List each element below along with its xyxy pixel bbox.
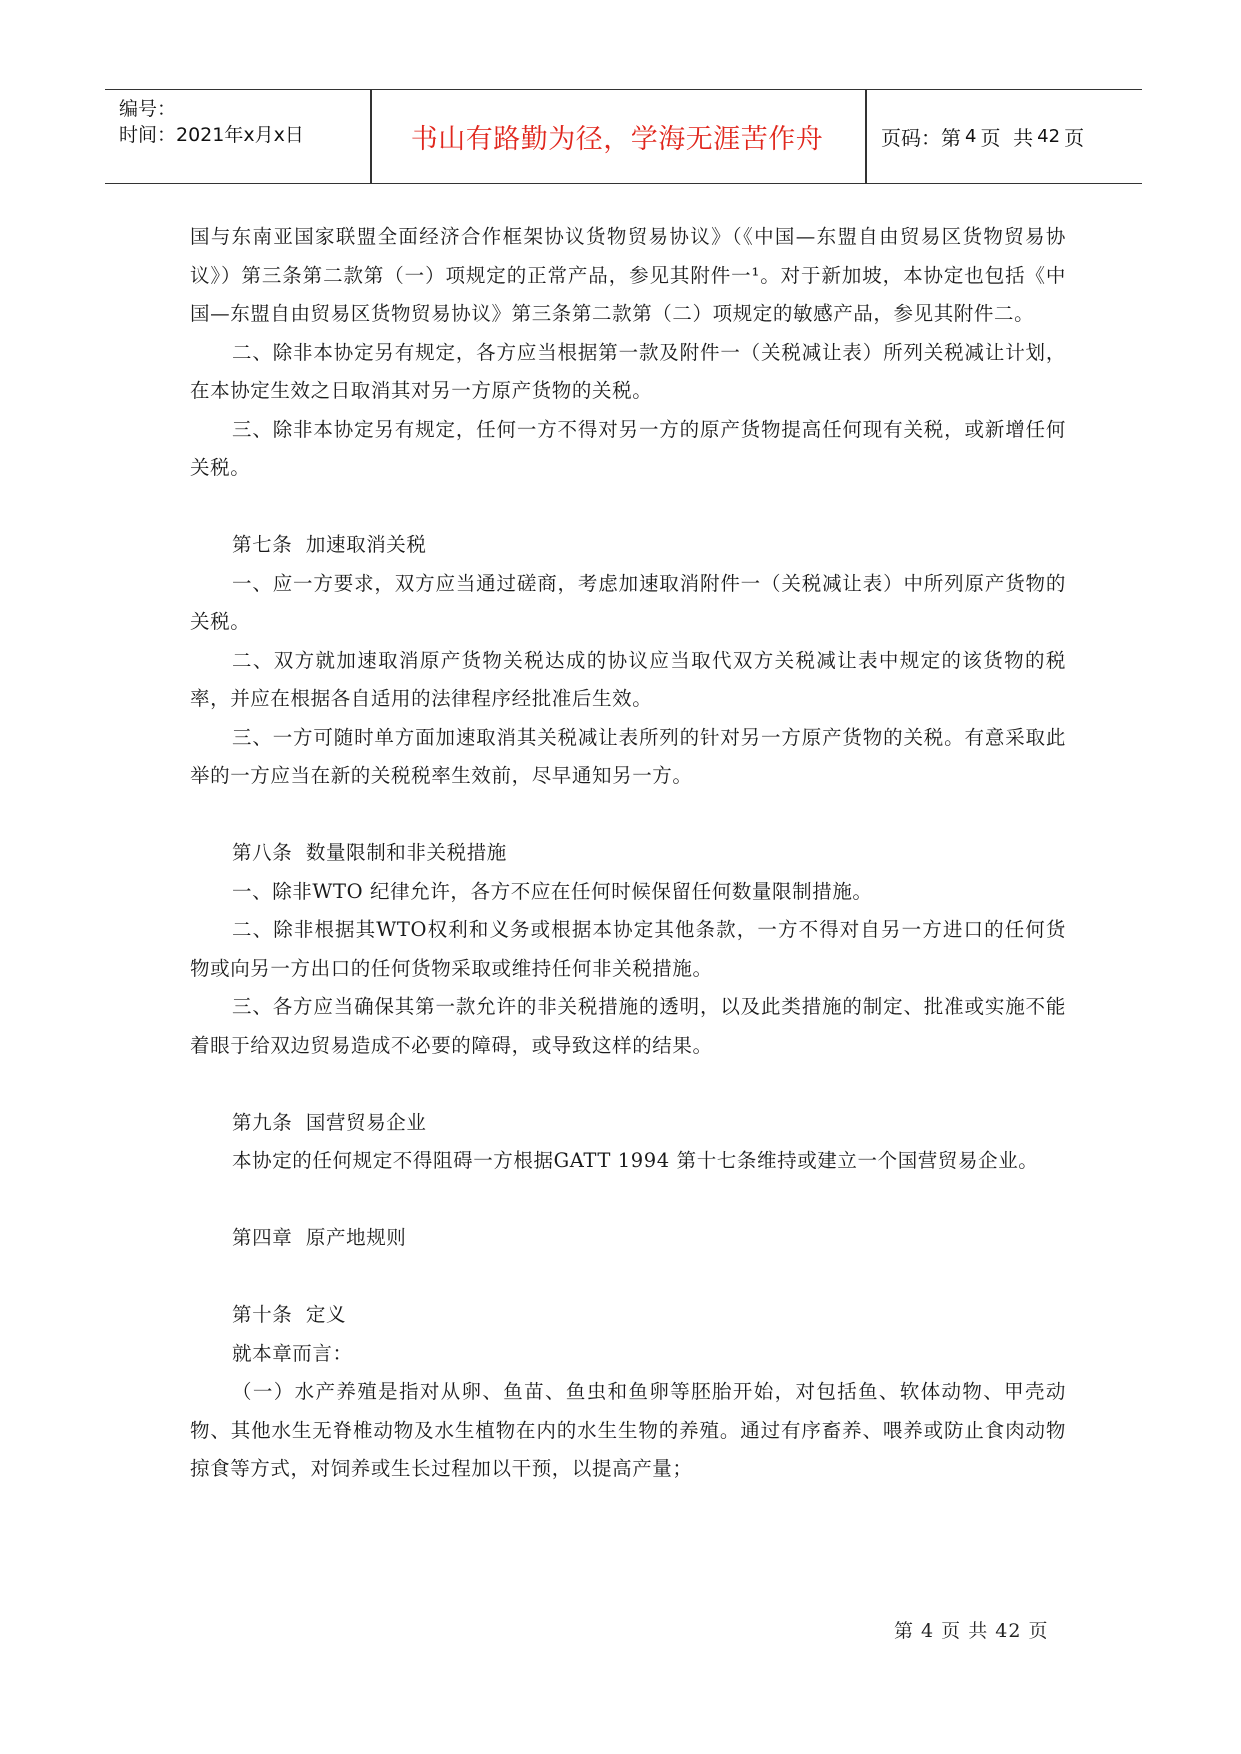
paragraph: 二、除非本协定另有规定，各方应当根据第一款及附件一（关税减让表）所列关税减让计划，在本协定生效之日取消其对另一方原产货物的关税。 — [190, 340, 1066, 402]
paragraph: 一、应一方要求，双方应当通过磋商，考虑加速取消附件一（关税减让表）中所列原产货物的关税。 — [190, 571, 1066, 633]
page-current: 4 — [965, 126, 977, 147]
paragraph: 一、除非WTO 纪律允许，各方不应在任何时候保留任何数量限制措施。 — [232, 879, 873, 903]
serial-label: 编号： — [119, 98, 177, 120]
page-middle: 页 共 — [980, 126, 1034, 150]
chapter-heading: 第四章 原产地规则 — [232, 1226, 407, 1249]
header-divider-right — [865, 90, 867, 183]
article-heading: 第十条 定义 — [232, 1303, 347, 1326]
page-header — [105, 89, 1142, 184]
paragraph: 三、一方可随时单方面加速取消其关税减让表所列的针对另一方原产货物的关税。有意采取此举的一方应当在新的关税税率生效前，尽早通知另一方。 — [190, 725, 1066, 787]
paragraph: 三、除非本协定另有规定，任何一方不得对另一方的原产货物提高任何现有关税，或新增任何关税。 — [190, 417, 1066, 479]
time-label: 时间：2021年x月x日 — [119, 124, 304, 146]
page-total: 42 — [1037, 126, 1061, 147]
page-suffix: 页 — [1064, 126, 1085, 150]
paragraph: 本协定的任何规定不得阻碍一方根据GATT 1994 第十七条维持或建立一个国营贸易企业。 — [232, 1149, 1039, 1172]
header-page-number — [871, 90, 1151, 183]
page-prefix: 页码：第 — [881, 126, 961, 150]
paragraph: 国与东南亚国家联盟全面经济合作框架协议货物贸易协议》（《中国—东盟自由贸易区货物贸易协议》）第三条第二款第（一）项规定的正常产品，参见其附件一¹。对于新加坡，本协定也包括《中国—东盟自由贸易区货物贸易协议》第三条第二款第（二）项规定的敏感产品，参见其附件二。 — [190, 225, 1066, 325]
article-heading: 第八条 数量限制和非关税措施 — [232, 841, 507, 864]
header-meta — [105, 90, 370, 183]
article-heading: 第九条 国营贸易企业 — [232, 1110, 427, 1134]
article-heading: 第七条 加速取消关税 — [232, 533, 427, 556]
header-motto: 书山有路勤为径，学海无涯苦作舟 — [410, 124, 824, 155]
paragraph: 二、双方就加速取消原产货物关税达成的协议应当取代双方关税减让表中规定的该货物的税率，并应在根据各自适用的法律程序经批准后生效。 — [190, 648, 1066, 710]
paragraph: 二、除非根据其WTO权利和义务或根据本协定其他条款，一方不得对自另一方进口的任何货物或向另一方出口的任何货物采取或维持任何非关税措施。 — [190, 918, 1066, 980]
document-body — [190, 218, 1066, 1489]
paragraph: 就本章而言： — [232, 1341, 353, 1365]
paragraph: 三、各方应当确保其第一款允许的非关税措施的透明，以及此类措施的制定、批准或实施不能着眼于给双边贸易造成不必要的障碍，或导致这样的结果。 — [190, 995, 1066, 1057]
page-footer: 第 4 页 共 42 页 — [894, 1620, 1049, 1642]
paragraph: （一）水产养殖是指对从卵、鱼苗、鱼虫和鱼卵等胚胎开始，对包括鱼、软体动物、甲壳动物、其他水生无脊椎动物及水生植物在内的水生生物的养殖。通过有序畜养、喂养或防止食肉动物掠食等方式，对饲养或生长过程加以干预，以提高产量； — [190, 1380, 1066, 1480]
